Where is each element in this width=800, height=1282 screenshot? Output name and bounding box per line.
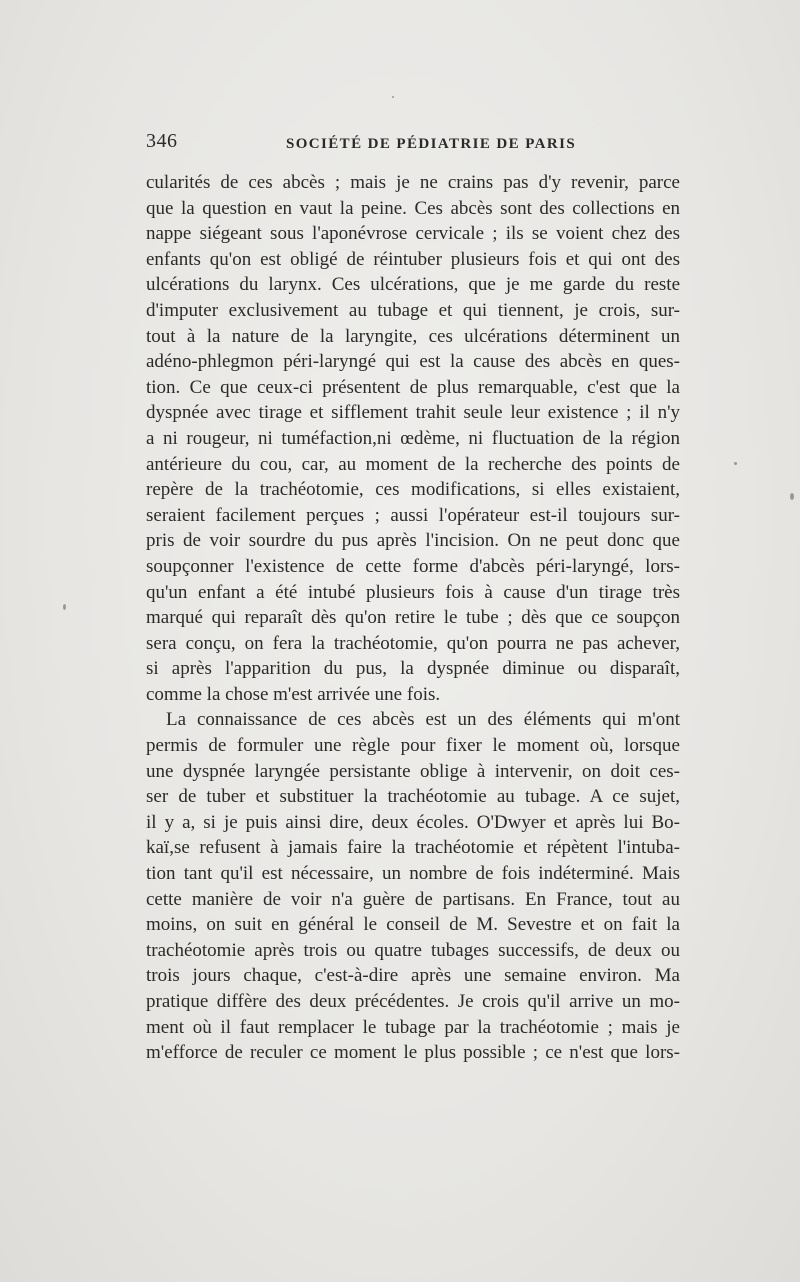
text-line: soupçonner l'existence de cette forme d'abcès péri-laryngé, lors- <box>146 555 680 577</box>
scan-speck <box>734 462 737 465</box>
scan-speck <box>63 604 66 610</box>
text-line: adéno-phlegmon péri-laryngé qui est la cause des abcès en ques- <box>146 351 680 373</box>
running-title: SOCIÉTÉ DE PÉDIATRIE DE PARIS <box>286 136 577 152</box>
text-line: si après l'apparition du pus, la dyspnée diminue ou disparaît, <box>146 658 680 680</box>
text-line: ment où il faut remplacer le tubage par la trachéotomie ; mais je <box>146 1016 680 1038</box>
scan-speck <box>392 96 394 98</box>
text-line: dyspnée avec tirage et sifflement trahit seule leur existence ; il n'y <box>146 402 680 424</box>
text-line: tion. Ce que ceux-ci présentent de plus remarquable, c'est que la <box>146 376 680 398</box>
text-line: sera conçu, on fera la trachéotomie, qu'on pourra ne pas achever, <box>146 632 680 654</box>
text-line: m'efforce de reculer ce moment le plus possible ; ce n'est que lors- <box>146 1042 680 1064</box>
text-line: trachéotomie après trois ou quatre tubages successifs, de deux ou <box>146 939 680 961</box>
text-line: nappe siégeant sous l'aponévrose cervicale ; ils se voient chez des <box>146 223 680 245</box>
paragraph-2 <box>146 707 680 1065</box>
text-line: moins, on suit en général le conseil de M. Sevestre et on fait la <box>146 914 680 936</box>
text-line: trois jours chaque, c'est-à-dire après une semaine environ. Ma <box>146 965 680 987</box>
text-line: marqué qui reparaît dès qu'on retire le tube ; dès que ce soupçon <box>146 607 680 629</box>
text-line: pris de voir sourdre du pus après l'incision. On ne peut donc que <box>146 530 680 552</box>
text-line: qu'un enfant a été intubé plusieurs fois à cause d'un tirage très <box>146 581 680 603</box>
text-line: a ni rougeur, ni tuméfaction,ni œdème, ni fluctuation de la région <box>146 427 680 449</box>
page-header <box>146 128 680 158</box>
text-line: seraient facilement perçues ; aussi l'opérateur est-il toujours sur- <box>146 504 680 526</box>
text-line: tion tant qu'il est nécessaire, un nombre de fois indéterminé. Mais <box>146 863 680 885</box>
text-line: il y a, si je puis ainsi dire, deux écoles. O'Dwyer et après lui Bo- <box>146 811 680 833</box>
text-line: tout à la nature de la laryngite, ces ulcérations déterminent un <box>146 325 680 347</box>
text-line: comme la chose m'est arrivée une fois. <box>146 683 441 705</box>
text-line: ulcérations du larynx. Ces ulcérations, que je me garde du reste <box>146 274 680 296</box>
text-line: ser de tuber et substituer la trachéotomie au tubage. A ce sujet, <box>146 786 680 808</box>
text-line: antérieure du cou, car, au moment de la recherche des points de <box>146 453 680 475</box>
text-line: repère de la trachéotomie, ces modifications, si elles existaient, <box>146 479 680 501</box>
scan-speck <box>790 493 794 500</box>
text-line: cette manière de voir n'a guère de partisans. En France, tout au <box>146 888 680 910</box>
body-text <box>146 170 680 1066</box>
text-line: une dyspnée laryngée persistante oblige à intervenir, on doit ces- <box>146 760 680 782</box>
text-line: d'imputer exclusivement au tubage et qui tiennent, je crois, sur- <box>146 299 680 321</box>
text-line: pratique diffère des deux précédentes. Je crois qu'il arrive un mo- <box>146 991 680 1012</box>
text-line: La connaissance de ces abcès est un des éléments qui m'ont <box>166 709 680 731</box>
text-line: kaï,se refusent à jamais faire la trachéotomie et répètent l'intuba- <box>146 837 680 859</box>
text-line: cularités de ces abcès ; mais je ne crains pas d'y revenir, parce <box>146 172 680 193</box>
page-number: 346 <box>146 130 178 152</box>
text-line: que la question en vaut la peine. Ces abcès sont des collections en <box>146 197 680 219</box>
paragraph-1 <box>146 170 680 707</box>
text-line: permis de formuler une règle pour fixer le moment où, lorsque <box>146 735 680 757</box>
text-line: enfants qu'on est obligé de réintuber plusieurs fois et qui ont des <box>146 248 680 270</box>
